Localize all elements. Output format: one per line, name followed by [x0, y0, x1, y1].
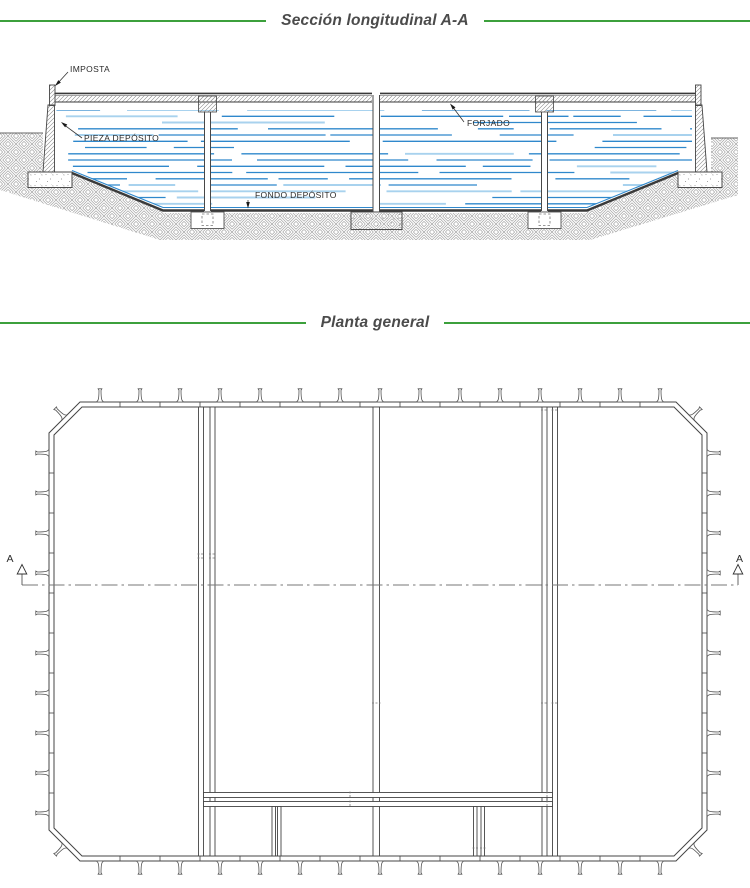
buttress — [707, 489, 720, 497]
buttress — [707, 609, 720, 617]
buttress — [707, 569, 720, 577]
buttress — [36, 689, 49, 697]
buttress — [256, 861, 264, 874]
compartment-divider — [272, 807, 276, 857]
section-arrow-left — [17, 565, 27, 575]
section-arrow-right — [733, 565, 743, 575]
right-double-wall-a — [542, 407, 547, 856]
column-footing — [528, 212, 561, 229]
buttress — [496, 861, 504, 874]
section-marker-left: A — [6, 553, 14, 565]
title-rule-right — [484, 20, 750, 22]
compartment-divider — [278, 807, 282, 857]
buttress — [36, 529, 49, 537]
right-double-wall-b — [553, 407, 558, 856]
left-double-wall-b — [210, 407, 215, 856]
buttress — [296, 861, 304, 874]
left-double-wall-a — [199, 407, 204, 856]
buttress — [707, 529, 720, 537]
buttress — [216, 389, 224, 402]
right-imposta — [696, 85, 702, 106]
column-capital — [536, 96, 554, 112]
column-footing — [191, 212, 224, 229]
buttress — [656, 861, 664, 874]
buttress — [36, 609, 49, 617]
buttress — [176, 861, 184, 874]
buttress — [36, 569, 49, 577]
buttress — [336, 389, 344, 402]
cross-wall-a — [204, 793, 553, 798]
label-imposta: IMPOSTA — [70, 64, 111, 74]
plan-title: Planta general — [320, 314, 430, 331]
column-capital — [199, 96, 217, 112]
buttress — [36, 489, 49, 497]
corner-buttress — [689, 405, 704, 420]
label-fondo-deposito: FONDO DEPÓSITO — [255, 190, 337, 200]
center-dividing-wall — [373, 95, 381, 212]
buttress — [296, 389, 304, 402]
buttress — [216, 861, 224, 874]
title-rule-right — [444, 322, 750, 324]
buttress — [136, 389, 144, 402]
buttress — [416, 389, 424, 402]
buttress — [707, 729, 720, 737]
plan-title-bar — [0, 314, 750, 332]
buttress — [616, 389, 624, 402]
buttress — [576, 861, 584, 874]
section-labels — [54, 64, 510, 209]
buttress — [707, 449, 720, 457]
buttress — [36, 809, 49, 817]
label-forjado: FORJADO — [467, 118, 511, 128]
buttress — [336, 861, 344, 874]
left-tank-wall — [43, 105, 55, 172]
center-wall-footing — [351, 212, 402, 230]
compartment-divider — [481, 807, 485, 857]
section-drawing — [0, 40, 750, 290]
buttress — [136, 861, 144, 874]
buttress — [36, 729, 49, 737]
buttress — [496, 389, 504, 402]
buttress — [576, 389, 584, 402]
buttress — [36, 769, 49, 777]
buttress — [36, 449, 49, 457]
section-title-bar — [0, 12, 750, 30]
right-tank-wall — [696, 105, 708, 172]
buttress — [376, 389, 384, 402]
column — [541, 112, 548, 212]
title-rule-left — [0, 20, 266, 22]
buttress — [707, 649, 720, 657]
buttress — [376, 861, 384, 874]
title-rule-left — [0, 322, 306, 324]
left-imposta — [50, 85, 56, 106]
center-wall — [373, 407, 380, 856]
compartment-divider — [474, 807, 478, 857]
corner-buttress — [52, 843, 67, 858]
right-wall-footing — [678, 172, 722, 188]
buttress — [456, 861, 464, 874]
section-marker-right: A — [735, 553, 743, 565]
buttress — [416, 861, 424, 874]
buttress — [707, 809, 720, 817]
buttress — [536, 389, 544, 402]
buttress — [256, 389, 264, 402]
buttress — [96, 389, 104, 402]
label-pieza-deposito: PIEZA DEPÓSITO — [84, 133, 160, 143]
buttress — [96, 861, 104, 874]
buttress — [656, 389, 664, 402]
corner-buttress — [52, 405, 67, 420]
buttress — [456, 389, 464, 402]
corner-buttress — [689, 843, 704, 858]
buttress — [707, 689, 720, 697]
cross-wall-b — [204, 802, 553, 807]
buttress — [536, 861, 544, 874]
buttress — [616, 861, 624, 874]
plan-drawing — [0, 348, 750, 888]
buttress — [707, 769, 720, 777]
section-title: Sección longitudinal A-A — [281, 12, 469, 29]
buttress — [36, 649, 49, 657]
column — [204, 112, 211, 212]
interior-walls — [199, 407, 558, 856]
left-wall-footing — [28, 172, 72, 188]
buttress — [176, 389, 184, 402]
